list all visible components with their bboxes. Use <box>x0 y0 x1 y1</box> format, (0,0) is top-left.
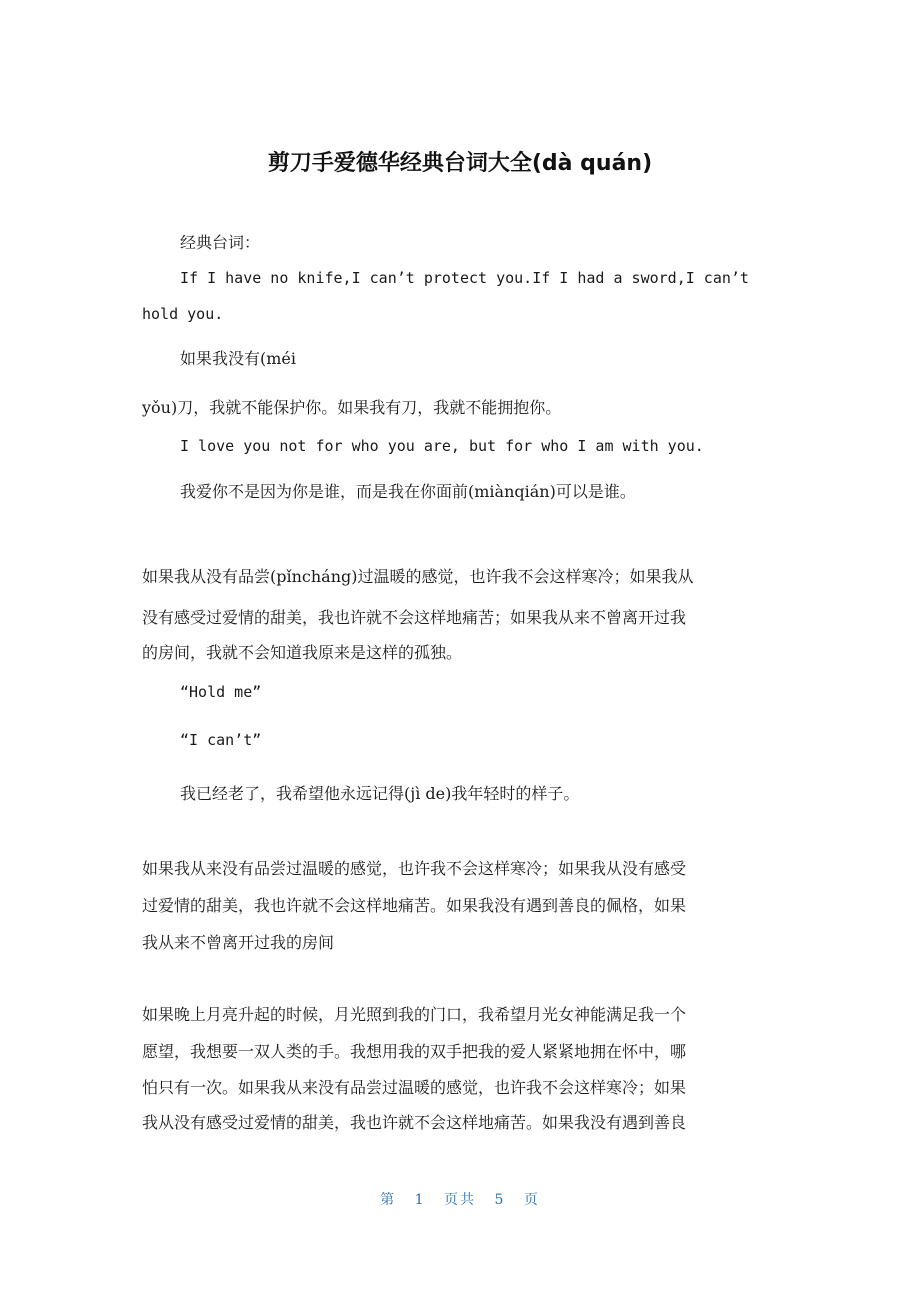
text-line: 我爱你不是因为你是谁，而是我在你面前(miànqián)可以是谁。 <box>180 482 636 501</box>
text-line: 的房间，我就不会知道我原来是这样的孤独。 <box>142 643 463 662</box>
text-line: 怕只有一次。如果我从来没有品尝过温暖的感觉，也许我不会这样寒冷；如果 <box>142 1078 687 1097</box>
text-line: 经典台词： <box>180 233 261 252</box>
footer-total-pages: 5 <box>494 1192 506 1208</box>
document-title: 剪刀手爱德华经典台词大全(dà quán) <box>267 151 653 176</box>
text-line: yǒu)刀，我就不能保护你。如果我有刀，我就不能拥抱你。 <box>142 398 562 417</box>
footer-middle: 页共 <box>444 1192 476 1208</box>
text-line: 没有感受过爱情的甜美，我也许就不会这样地痛苦；如果我从来不曾离开过我 <box>142 608 687 627</box>
text-line: hold you. <box>142 305 224 323</box>
page-footer <box>0 1189 920 1209</box>
text-line: I love you not for who you are, but for who I am with you. <box>180 437 704 455</box>
text-line: 我从来不曾离开过我的房间 <box>142 933 335 952</box>
text-line: 我已经老了，我希望他永远记得(jì de)我年轻时的样子。 <box>180 784 580 803</box>
text-line: “Hold me” <box>180 683 262 701</box>
text-line: If I have no knife,I can’t protect you.If I had a sword,I can’t <box>180 269 749 287</box>
text-line: 如果我从来没有品尝过温暖的感觉，也许我不会这样寒冷；如果我从没有感受 <box>142 859 687 878</box>
text-line: “I can’t” <box>180 731 262 749</box>
footer-prefix: 第 <box>380 1192 397 1208</box>
text-line: 如果我从没有品尝(pǐncháng)过温暖的感觉，也许我不会这样寒冷；如果我从 <box>142 567 694 586</box>
text-line: 如果晚上月亮升起的时候，月光照到我的门口，我希望月光女神能满足我一个 <box>142 1005 687 1024</box>
text-line: 我从没有感受过爱情的甜美，我也许就不会这样地痛苦。如果我没有遇到善良 <box>142 1113 687 1132</box>
footer-page-number: 1 <box>414 1192 426 1208</box>
text-line: 过爱情的甜美，我也许就不会这样地痛苦。如果我没有遇到善良的佩格，如果 <box>142 896 687 915</box>
footer-suffix: 页 <box>523 1192 540 1208</box>
text-line: 如果我没有(méi <box>180 349 297 368</box>
text-line: 愿望，我想要一双人类的手。我想用我的双手把我的爱人紧紧地拥在怀中，哪 <box>142 1042 687 1061</box>
